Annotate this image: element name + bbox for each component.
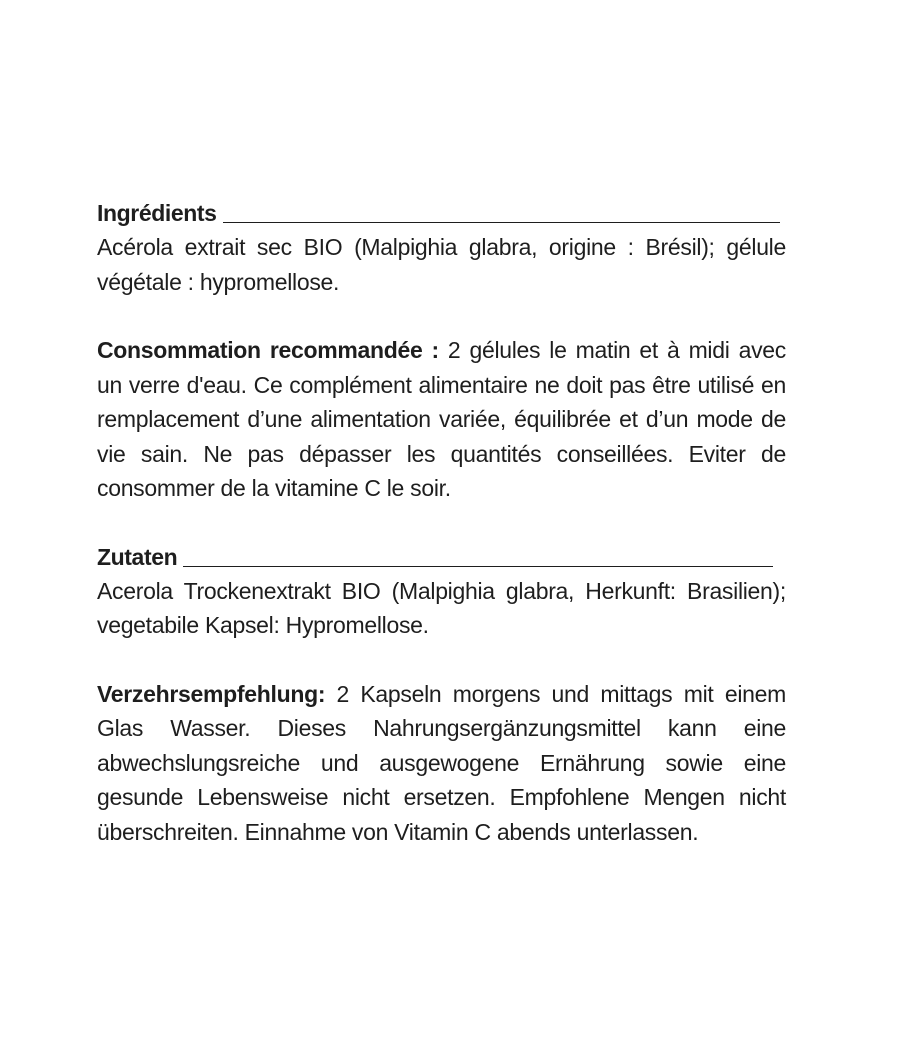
de-ingredients-heading: Zutaten (97, 543, 178, 570)
de-ingredients-heading-row (97, 540, 786, 574)
spacer (97, 299, 786, 333)
de-ingredients-section (97, 540, 786, 643)
fr-ingredients-text: Acérola extrait sec BIO (Malpighia glabra, origine : Brésil); gélule végétale : hypromellose. (97, 234, 786, 295)
spacer (97, 643, 786, 677)
de-usage-text: 2 Kapseln morgens und mittags mit einem Glas Wasser. Dieses Nahrungsergänzungsmittel kann eine abwechslungsreiche und ausgewogene Ernährung sowie eine gesunde Lebensweise nicht ersetzen. Empfohlene Mengen nicht überschreiten. Einnahme von Vitamin C abends unterlassen. (97, 680, 786, 845)
de-usage-section (97, 677, 786, 850)
fr-usage-text: 2 gélules le matin et à midi avec un verre d'eau. Ce complément alimentaire ne doit pas être utilisé en remplacement d’une alimentation variée, équilibrée et d’un mode de vie sain. Ne pas dépasser les quantités conseillées. Eviter de consommer de la vitamine C le soir. (97, 337, 786, 501)
fr-ingredients-heading: Ingrédients (97, 200, 217, 226)
fr-ingredients-underline (223, 222, 780, 223)
fr-ingredients-heading-row (97, 196, 786, 230)
de-ingredients-text: Acerola Trockenextrakt BIO (Malpighia glabra, Herkunft: Brasilien); vegetabile Kapsel: Hypromellose. (97, 577, 786, 638)
spacer (97, 506, 786, 540)
fr-usage-label: Consommation recommandée : (97, 337, 439, 363)
label-text-panel (97, 196, 786, 849)
de-usage-label: Verzehrsempfehlung: (97, 680, 326, 707)
fr-usage-paragraph (97, 333, 786, 506)
de-usage-paragraph (97, 677, 786, 850)
fr-ingredients-section (97, 196, 786, 299)
de-ingredients-underline (183, 566, 773, 567)
fr-usage-section (97, 333, 786, 506)
